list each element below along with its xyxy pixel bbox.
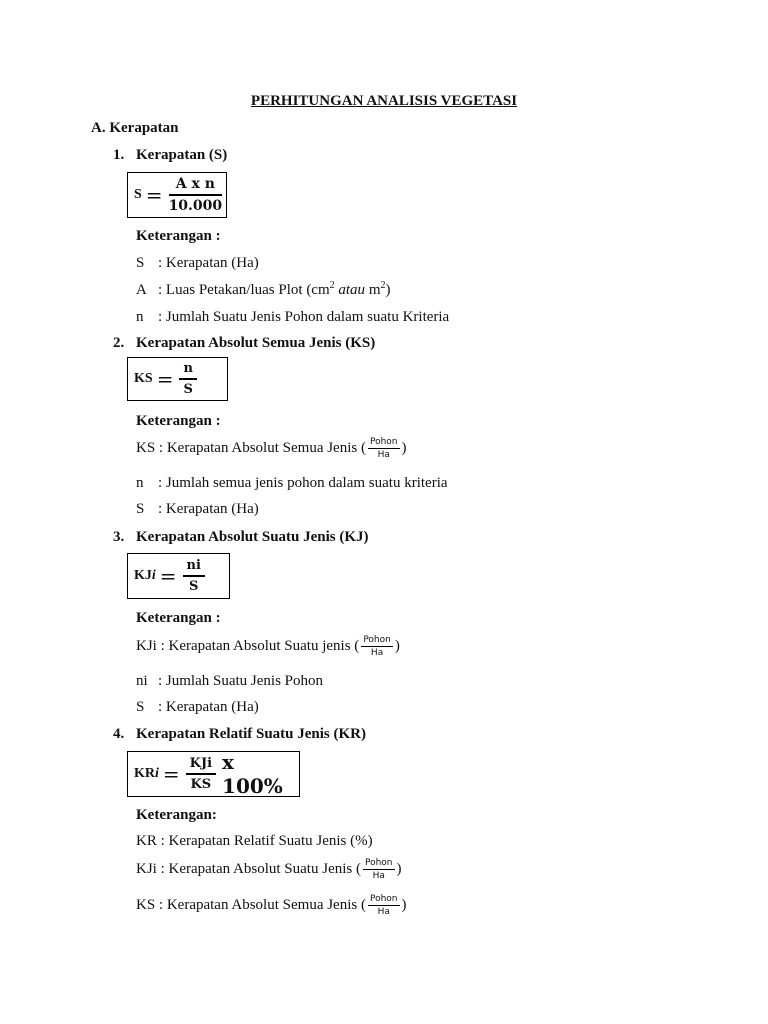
- close-paren: ): [385, 282, 391, 298]
- formula-3-denominator: S: [189, 578, 199, 594]
- unit-numerator: Pohon: [363, 635, 391, 645]
- formula-3-lhs: [134, 568, 156, 584]
- formula-4-equals: =: [162, 762, 180, 786]
- item-2-keterangan-label: Keterangan :: [136, 413, 221, 429]
- formula-3-equals: =: [159, 564, 177, 588]
- formula-2-box: [127, 357, 228, 401]
- formula-1-fraction: [169, 176, 223, 214]
- formula-1-numerator: A x n: [175, 176, 215, 193]
- superscript: 2: [380, 280, 386, 291]
- formula-4-multiplier: x 100%: [222, 750, 283, 798]
- item-4-number: 4.: [113, 726, 125, 742]
- item-1-number: 1.: [113, 147, 125, 163]
- description: : Jumlah semua jenis pohon dalam suatu kriteria: [158, 475, 448, 491]
- close-paren: ): [394, 637, 400, 654]
- item-2-line-3: [136, 501, 259, 518]
- item-4-line-1: [136, 833, 373, 850]
- item-3-line-2: [136, 673, 323, 690]
- item-4-keterangan-label: Keterangan:: [136, 807, 217, 823]
- description: : Jumlah Suatu Jenis Pohon: [158, 673, 324, 689]
- formula-1-lhs: S: [134, 187, 142, 202]
- item-1-title: Kerapatan (S): [136, 147, 228, 163]
- italic-word: atau: [338, 282, 366, 298]
- item-4-heading: [113, 726, 366, 743]
- description: KJi : Kerapatan Absolut Suatu jenis (: [136, 637, 360, 654]
- item-2-line-1: [136, 437, 407, 460]
- description: KR : Kerapatan Relatif Suatu Jenis (%): [136, 833, 373, 849]
- formula-4-numerator: KJi: [189, 756, 213, 772]
- symbol: A: [136, 282, 147, 298]
- item-1-line-1: [136, 255, 259, 272]
- item-4-line-2: [136, 858, 402, 881]
- formula-3-fraction: [183, 558, 205, 594]
- close-paren: ): [401, 896, 407, 913]
- item-2-heading: [113, 335, 375, 352]
- item-3-heading: [113, 529, 369, 546]
- superscript: 2: [329, 280, 335, 291]
- unit: m: [368, 282, 381, 298]
- description: KS : Kerapatan Absolut Semua Jenis (: [136, 896, 366, 913]
- item-2-line-2: [136, 475, 448, 492]
- close-paren: ): [396, 860, 402, 877]
- formula-1-box: [127, 172, 227, 218]
- description: KJi : Kerapatan Absolut Suatu Jenis (: [136, 860, 361, 877]
- item-4-line-3: [136, 894, 407, 917]
- description: : Kerapatan (Ha): [158, 699, 259, 715]
- item-2-title: Kerapatan Absolut Semua Jenis (KS): [136, 335, 376, 351]
- item-3-title: Kerapatan Absolut Suatu Jenis (KJ): [136, 529, 369, 545]
- item-3-line-3: [136, 699, 259, 716]
- unit-denominator: Ha: [361, 646, 393, 658]
- symbol: S: [136, 699, 145, 715]
- item-3-keterangan-label: Keterangan :: [136, 610, 221, 626]
- unit-fraction: [363, 858, 395, 881]
- unit-denominator: Ha: [368, 905, 400, 917]
- item-3-number: 3.: [113, 529, 125, 545]
- description: KS : Kerapatan Absolut Semua Jenis (: [136, 439, 366, 456]
- close-paren: ): [401, 439, 407, 456]
- description: : Jumlah Suatu Jenis Pohon dalam suatu Kriteria: [158, 309, 450, 325]
- unit-numerator: Pohon: [369, 894, 398, 904]
- unit-fraction: [361, 635, 393, 658]
- formula-3-box: [127, 553, 230, 599]
- item-1-line-2: [136, 282, 390, 299]
- unit-fraction: [368, 437, 400, 460]
- formula-1-equals: =: [145, 183, 163, 207]
- formula-3-numerator: ni: [186, 558, 201, 574]
- description: : Kerapatan (Ha): [158, 501, 259, 517]
- formula-3-lhs-main: KJ: [134, 568, 152, 583]
- page-title: [0, 93, 768, 110]
- formula-3-lhs-subscript: i: [151, 568, 156, 583]
- symbol: n: [136, 309, 144, 325]
- symbol: S: [136, 255, 145, 271]
- section-heading: A. Kerapatan: [91, 120, 179, 136]
- symbol: n: [136, 475, 144, 491]
- unit-fraction: [368, 894, 400, 917]
- item-4-title: Kerapatan Relatif Suatu Jenis (KR): [136, 726, 366, 742]
- formula-2-equals: =: [156, 367, 174, 391]
- page-title-text: PERHITUNGAN ANALISIS VEGETASI: [250, 93, 518, 109]
- description: : Luas Petakan/luas Plot (cm: [158, 282, 330, 298]
- item-1-heading: [113, 147, 227, 164]
- formula-2-fraction: [179, 361, 196, 397]
- formula-2-numerator: n: [183, 361, 193, 377]
- formula-4-lhs: [134, 766, 159, 782]
- unit-numerator: Pohon: [369, 437, 398, 447]
- formula-4-lhs-main: KR: [134, 766, 155, 781]
- unit-denominator: Ha: [368, 448, 400, 460]
- formula-4-denominator: KS: [190, 776, 212, 792]
- symbol: S: [136, 501, 145, 517]
- item-3-line-1: [136, 635, 400, 658]
- formula-4-lhs-subscript: i: [155, 766, 159, 781]
- description: : Kerapatan (Ha): [158, 255, 259, 271]
- unit-denominator: Ha: [363, 869, 395, 881]
- formula-2-lhs: KS: [134, 371, 153, 386]
- unit-numerator: Pohon: [364, 858, 393, 868]
- item-1-line-3: [136, 309, 449, 326]
- formula-2-denominator: S: [183, 381, 193, 397]
- formula-1-denominator: 10.000: [168, 197, 223, 214]
- formula-4-fraction: [186, 756, 216, 792]
- formula-4-box: [127, 751, 300, 797]
- item-2-number: 2.: [113, 335, 125, 351]
- item-1-keterangan-label: Keterangan :: [136, 228, 221, 244]
- symbol: ni: [136, 673, 148, 689]
